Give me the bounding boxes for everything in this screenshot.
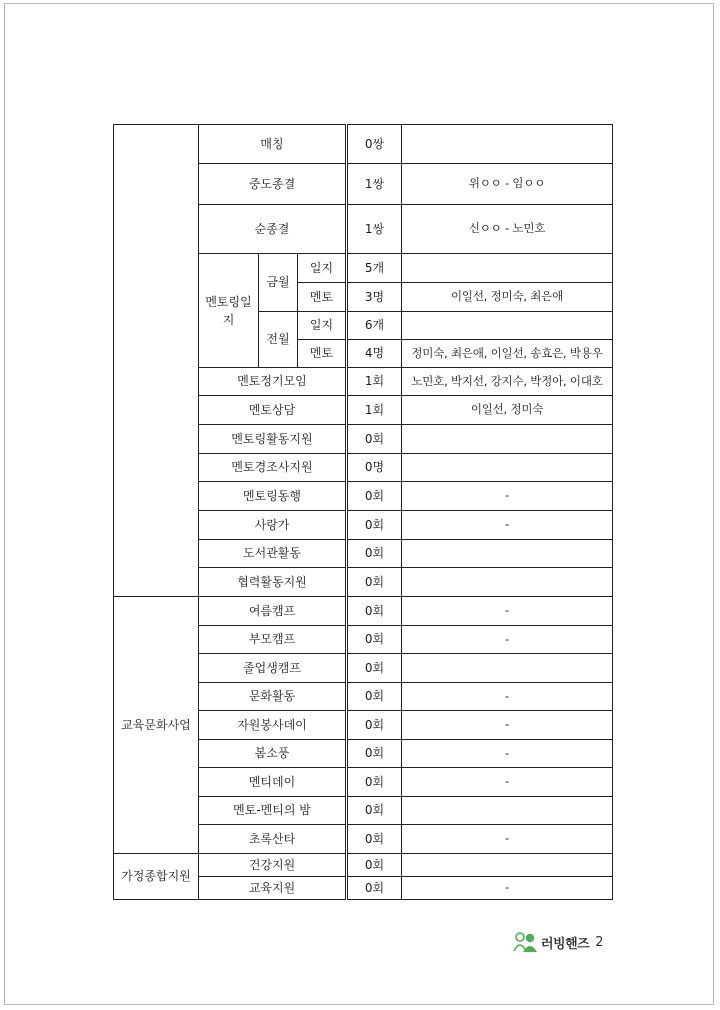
row-label: 초록산타 [199, 825, 347, 854]
row-detail [402, 797, 613, 825]
row-detail: 신ㅇㅇ - 노민호 [402, 205, 613, 254]
row-value: 3명 [347, 283, 402, 312]
two-people-logo-icon [512, 931, 538, 953]
row-value: 4명 [347, 340, 402, 368]
row-detail: - [402, 482, 613, 511]
row-value: 0회 [347, 711, 402, 740]
row-label: 사랑가 [199, 511, 347, 540]
row-value: 1회 [347, 368, 402, 396]
row-value: 0명 [347, 454, 402, 482]
row-value: 0회 [347, 825, 402, 854]
row-detail: - [402, 511, 613, 540]
row-detail: - [402, 740, 613, 768]
row-detail [402, 540, 613, 568]
row-value: 6개 [347, 312, 402, 340]
row-label: 멘토정기모임 [199, 368, 347, 396]
row-label: 봄소풍 [199, 740, 347, 768]
row-label: 멘티데이 [199, 768, 347, 797]
row-label: 멘토상담 [199, 396, 347, 425]
row-value: 0회 [347, 626, 402, 654]
mentor-label: 멘토 [298, 340, 347, 368]
row-label: 멘토링동행 [199, 482, 347, 511]
row-label: 멘토-멘티의 밤 [199, 797, 347, 825]
row-value: 0회 [347, 425, 402, 454]
row-value: 0회 [347, 654, 402, 683]
row-value: 0회 [347, 683, 402, 711]
prev-month-label: 전월 [259, 312, 298, 368]
table-row [114, 597, 613, 626]
journal-label: 멘토링일지 [199, 254, 259, 368]
row-detail: 이일선, 정미숙 [402, 396, 613, 425]
row-detail: - [402, 626, 613, 654]
row-value: 0회 [347, 768, 402, 797]
row-value: 0쌍 [347, 125, 402, 164]
table-row [114, 125, 613, 164]
section-label: 가정종합지원 [114, 854, 199, 900]
row-label: 협력활동지원 [199, 568, 347, 597]
row-value: 1쌍 [347, 205, 402, 254]
row-detail [402, 254, 613, 283]
row-value: 0회 [347, 568, 402, 597]
row-detail [402, 654, 613, 683]
section-cell-empty [114, 125, 199, 597]
row-value: 1쌍 [347, 164, 402, 205]
table-row [114, 854, 613, 877]
row-label: 순종결 [199, 205, 347, 254]
row-detail: 노민호, 박지선, 강지수, 박정아, 이대호 [402, 368, 613, 396]
row-value: 0회 [347, 511, 402, 540]
footer [512, 930, 604, 954]
row-label: 멘토경조사지원 [199, 454, 347, 482]
row-value: 1회 [347, 396, 402, 425]
row-detail: - [402, 683, 613, 711]
row-label: 멘토링활동지원 [199, 425, 347, 454]
row-detail: - [402, 711, 613, 740]
row-label: 교육지원 [199, 877, 347, 900]
row-value: 0회 [347, 877, 402, 900]
row-label: 중도종결 [199, 164, 347, 205]
row-detail: 정미숙, 최은애, 이일선, 송효은, 박용우 [402, 340, 613, 368]
row-detail [402, 425, 613, 454]
row-label: 도서관활동 [199, 540, 347, 568]
row-label: 자원봉사데이 [199, 711, 347, 740]
row-label: 여름캠프 [199, 597, 347, 626]
row-detail: - [402, 877, 613, 900]
row-value: 0회 [347, 740, 402, 768]
log-label: 일지 [298, 312, 347, 340]
row-value: 0회 [347, 797, 402, 825]
row-value: 0회 [347, 854, 402, 877]
row-label: 졸업생캠프 [199, 654, 347, 683]
row-detail: - [402, 825, 613, 854]
row-label: 매칭 [199, 125, 347, 164]
report-table [113, 124, 613, 900]
brand-name: 러빙핸즈 [541, 936, 590, 952]
page-number: 2 [595, 934, 604, 950]
row-detail: 이일선, 정미숙, 최은애 [402, 283, 613, 312]
row-value: 5개 [347, 254, 402, 283]
row-detail [402, 454, 613, 482]
row-label: 문화활동 [199, 683, 347, 711]
row-detail: - [402, 768, 613, 797]
row-detail: - [402, 597, 613, 626]
row-value: 0회 [347, 597, 402, 626]
this-month-label: 금월 [259, 254, 298, 312]
row-detail [402, 125, 613, 164]
log-label: 일지 [298, 254, 347, 283]
row-label: 건강지원 [199, 854, 347, 877]
row-label: 부모캠프 [199, 626, 347, 654]
row-value: 0회 [347, 482, 402, 511]
mentor-label: 멘토 [298, 283, 347, 312]
section-label: 교육문화사업 [114, 597, 199, 854]
row-detail: 위ㅇㅇ - 임ㅇㅇ [402, 164, 613, 205]
row-detail [402, 568, 613, 597]
row-value: 0회 [347, 540, 402, 568]
row-detail [402, 854, 613, 877]
row-detail [402, 312, 613, 340]
